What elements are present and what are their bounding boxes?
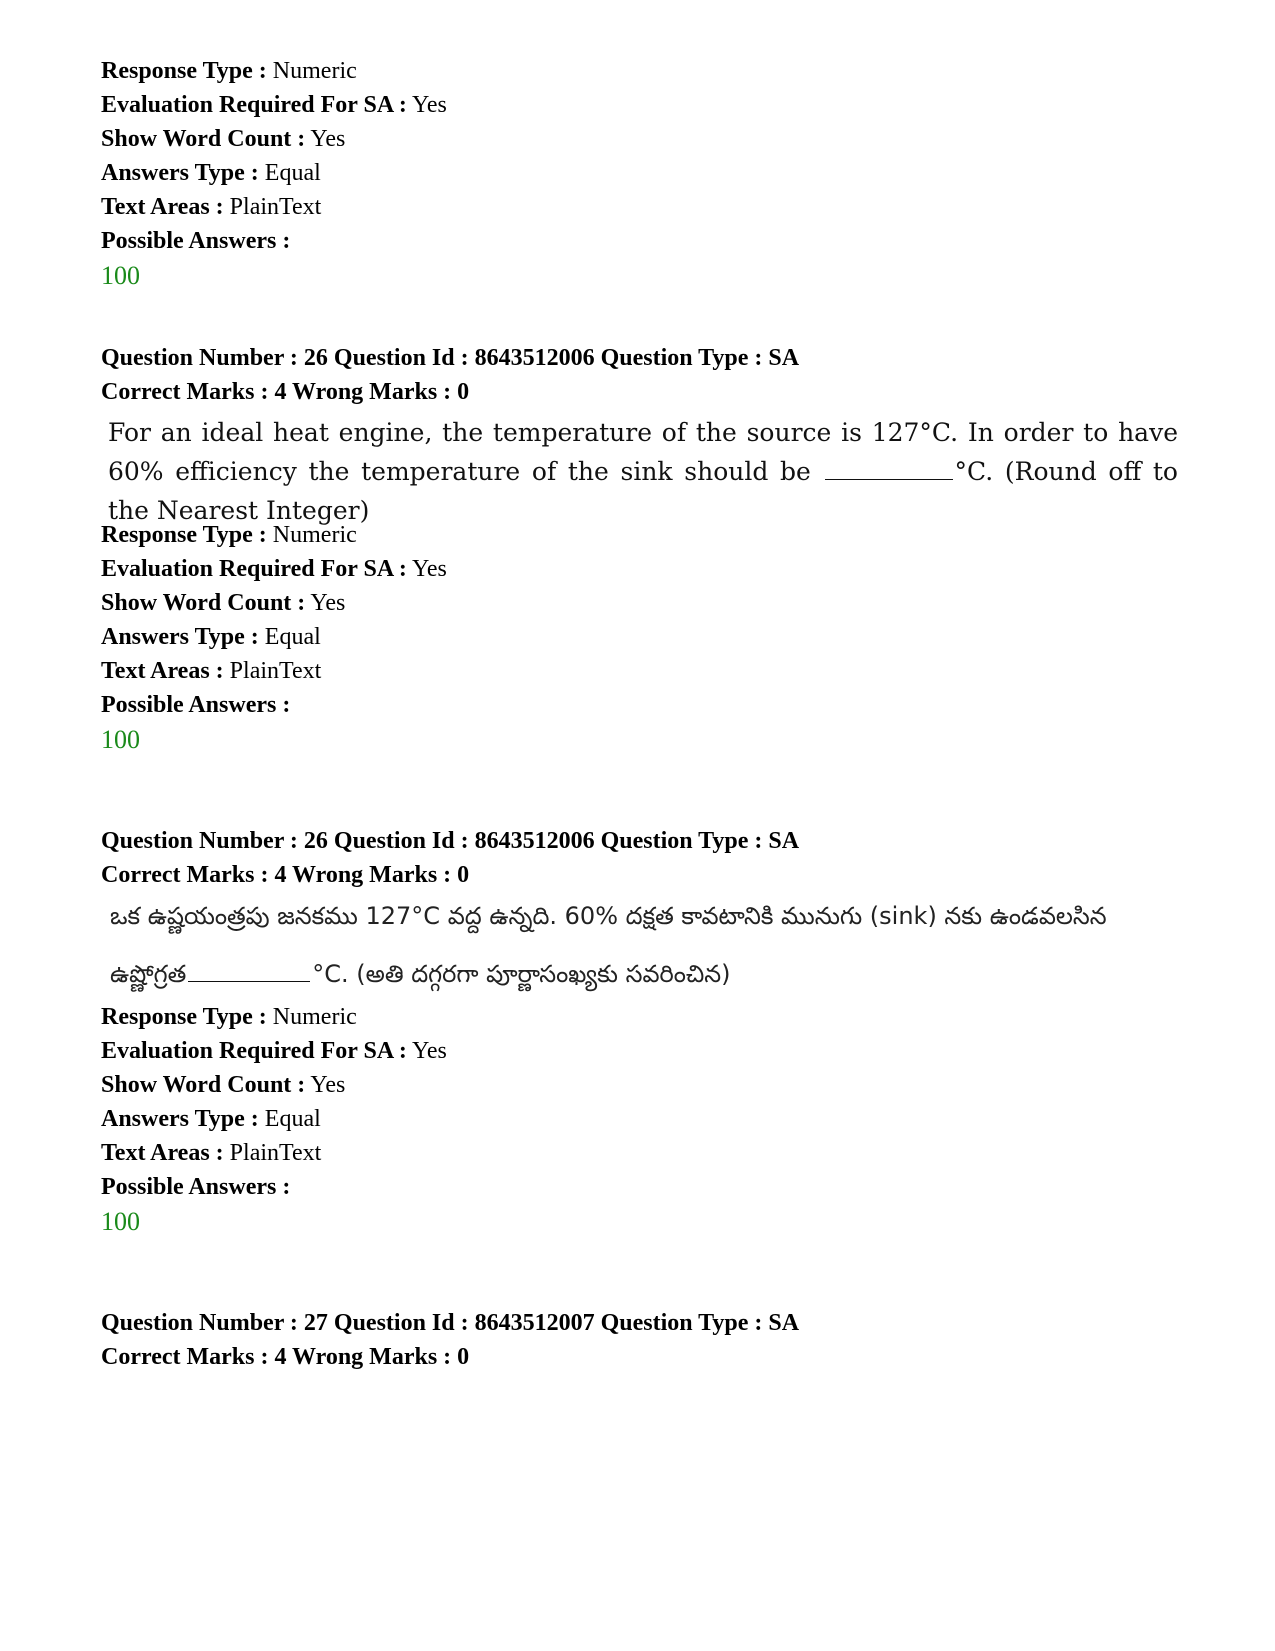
text-areas-value: PlainText: [229, 194, 322, 220]
evaluation-required-row: [101, 88, 1181, 122]
show-word-count-label: Show Word Count :: [101, 590, 306, 616]
marks-line: Correct Marks : 4 Wrong Marks : 0: [101, 862, 470, 888]
response-type-label: Response Type :: [101, 522, 267, 548]
response-type-label: Response Type :: [101, 58, 267, 84]
response-type-row: [101, 54, 1181, 88]
possible-answer-value: 100: [101, 261, 140, 290]
possible-answers-row: [101, 224, 1181, 258]
evaluation-required-label: Evaluation Required For SA :: [101, 92, 407, 118]
evaluation-required-value: Yes: [411, 92, 447, 118]
response-meta-block-en: [101, 518, 1181, 758]
show-word-count-value: Yes: [310, 590, 346, 616]
marks-line: Correct Marks : 4 Wrong Marks : 0: [101, 1344, 470, 1370]
response-type-row: [101, 518, 1181, 552]
text-areas-row: [101, 1136, 1181, 1170]
response-type-value: Numeric: [272, 522, 357, 548]
answers-type-label: Answers Type :: [101, 1106, 259, 1132]
text-areas-row: [101, 190, 1181, 224]
question-number-line: Question Number : 26 Question Id : 8643512006 Question Type : SA: [101, 345, 800, 371]
possible-answer-value: 100: [101, 725, 140, 754]
response-type-row: [101, 1000, 1181, 1034]
marks-line: Correct Marks : 4 Wrong Marks : 0: [101, 379, 470, 405]
question-text-te: [110, 887, 1190, 1003]
possible-answer-value: 100: [101, 1207, 140, 1236]
question-text-en-part2: °C. (Round off to the Nearest Integer): [108, 457, 1178, 525]
answers-type-row: [101, 620, 1181, 654]
response-meta-block-top: [101, 54, 1181, 294]
show-word-count-row: [101, 1068, 1181, 1102]
answers-type-value: Equal: [264, 624, 321, 650]
answers-type-value: Equal: [264, 1106, 321, 1132]
answer-blank: [825, 457, 953, 480]
evaluation-required-label: Evaluation Required For SA :: [101, 1038, 407, 1064]
question-number-line: Question Number : 26 Question Id : 8643512006 Question Type : SA: [101, 828, 800, 854]
possible-answers-label: Possible Answers :: [101, 228, 291, 254]
text-areas-value: PlainText: [229, 1140, 322, 1166]
evaluation-required-row: [101, 1034, 1181, 1068]
question-header-te: [101, 824, 1181, 892]
show-word-count-value: Yes: [310, 126, 346, 152]
answers-type-label: Answers Type :: [101, 160, 259, 186]
show-word-count-row: [101, 586, 1181, 620]
show-word-count-row: [101, 122, 1181, 156]
text-areas-value: PlainText: [229, 658, 322, 684]
question-header-27: [101, 1306, 1181, 1374]
question-header-en: [101, 341, 1181, 409]
show-word-count-value: Yes: [310, 1072, 346, 1098]
question-text-te-line1: ఒక ఉష్ణయంత్రపు జనకము 127°C వద్ద ఉన్నది. 60% దక్షత కావటానికి మునుగు (sink) నకు ఉండవలసిన: [110, 902, 1107, 930]
show-word-count-label: Show Word Count :: [101, 1072, 306, 1098]
text-areas-label: Text Areas :: [101, 658, 224, 684]
question-number-line: Question Number : 27 Question Id : 8643512007 Question Type : SA: [101, 1310, 800, 1336]
answers-type-value: Equal: [264, 160, 321, 186]
question-text-en-part1: For an ideal heat engine, the temperature of the source is 127°C. In order to have 60% efficiency the temperature of the sink should be: [108, 418, 1178, 486]
evaluation-required-value: Yes: [411, 1038, 447, 1064]
response-meta-block-te: [101, 1000, 1181, 1240]
response-type-label: Response Type :: [101, 1004, 267, 1030]
question-text-te-line2-part1: ఉష్ణోగ్రత: [110, 960, 187, 988]
possible-answers-label: Possible Answers :: [101, 1174, 291, 1200]
show-word-count-label: Show Word Count :: [101, 126, 306, 152]
answer-blank: [188, 959, 310, 982]
response-type-value: Numeric: [272, 58, 357, 84]
question-text-en: [108, 413, 1178, 530]
answers-type-label: Answers Type :: [101, 624, 259, 650]
possible-answers-label: Possible Answers :: [101, 692, 291, 718]
question-text-te-line2: [110, 945, 1190, 1003]
possible-answers-row: [101, 688, 1181, 722]
answers-type-row: [101, 156, 1181, 190]
evaluation-required-row: [101, 552, 1181, 586]
text-areas-row: [101, 654, 1181, 688]
answers-type-row: [101, 1102, 1181, 1136]
question-text-te-line2-part2: °C. (అతి దగ్గరగా పూర్ణాసంఖ్యకు సవరించిన): [312, 960, 731, 988]
possible-answers-row: [101, 1170, 1181, 1204]
text-areas-label: Text Areas :: [101, 194, 224, 220]
evaluation-required-value: Yes: [411, 556, 447, 582]
text-areas-label: Text Areas :: [101, 1140, 224, 1166]
evaluation-required-label: Evaluation Required For SA :: [101, 556, 407, 582]
response-type-value: Numeric: [272, 1004, 357, 1030]
